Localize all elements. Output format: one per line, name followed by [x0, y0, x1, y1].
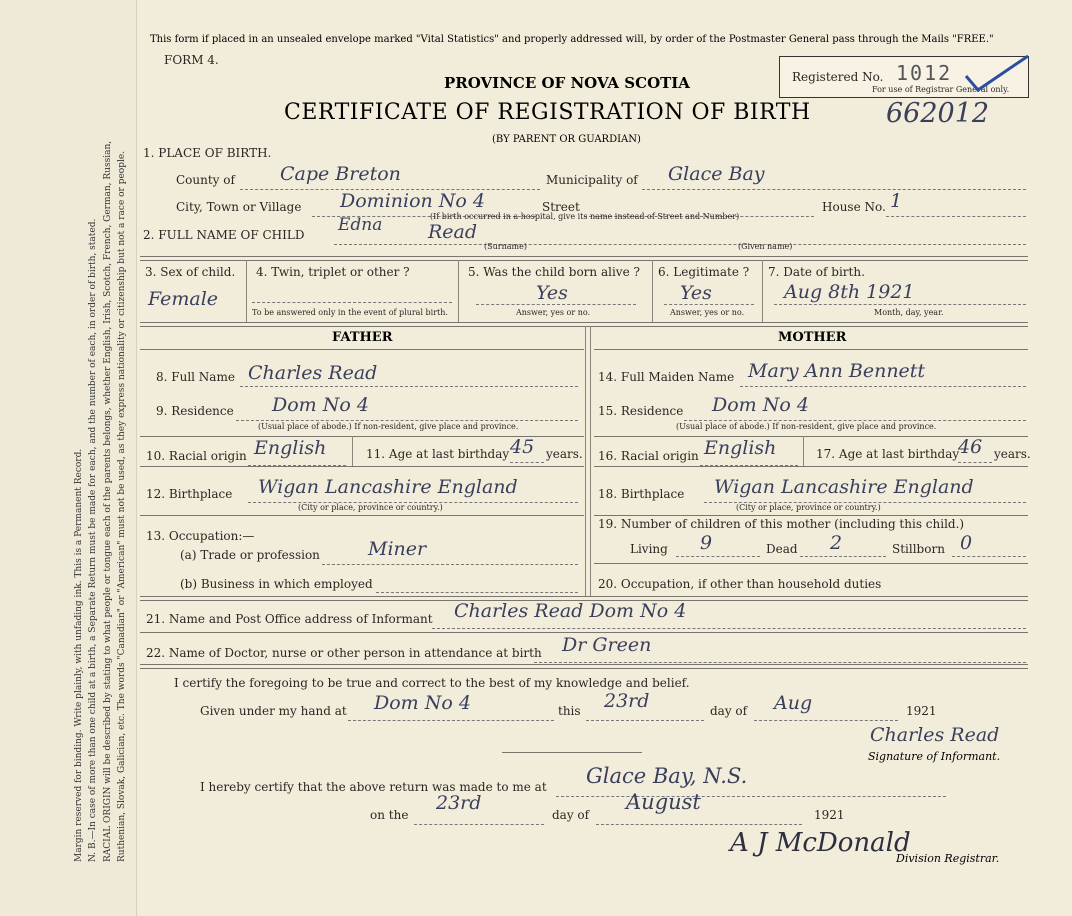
twin-label: 4. Twin, triplet or other ?: [256, 265, 410, 279]
father-race-label: 10. Racial origin: [146, 449, 247, 463]
mother-age-field: [958, 436, 992, 463]
children-count-label: 19. Number of children of this mother (including this child.): [598, 517, 965, 531]
mother-birthplace-label: 18. Birthplace: [598, 487, 685, 501]
father-race-value: English: [254, 437, 327, 459]
sex-label: 3. Sex of child.: [145, 265, 236, 279]
father-business-field: [376, 574, 578, 593]
side-note-2: N. B.—In case of more than one child at a birth, a Separate Return must be made for each, and the number of each, in order of birth, stated.: [88, 218, 98, 862]
mother-age-label: 17. Age at last birthday: [816, 447, 960, 461]
certify-statement: I certify the foregoing to be true and correct to the best of my knowledge and belief.: [174, 676, 690, 690]
registrar-onthe-label: on the: [370, 808, 409, 822]
given-at-field: [348, 692, 554, 721]
divider: [140, 349, 584, 350]
registrar-place-value: Glace Bay, N.S.: [586, 764, 748, 788]
doctor-label: 22. Name of Doctor, nurse or other person in attendance at birth: [146, 646, 542, 660]
father-trade-label: (a) Trade or profession: [180, 548, 320, 562]
certify-year: 1921: [906, 704, 937, 718]
dead-label: Dead: [766, 542, 798, 556]
mother-name-label: 14. Full Maiden Name: [598, 370, 735, 384]
registrar-signature-label: Division Registrar.: [896, 852, 1000, 865]
divider: [140, 664, 1028, 669]
father-residence-note: (Usual place of abode.) If non-resident, give place and province.: [258, 422, 519, 431]
divider: [140, 515, 584, 516]
born-alive-note: Answer, yes or no.: [516, 308, 591, 317]
father-trade-value: Miner: [368, 538, 427, 560]
county-value: Cape Breton: [280, 163, 401, 185]
informant-signature: Charles Read: [870, 724, 1000, 746]
certify-month-value: Aug: [774, 692, 813, 714]
sex-value: Female: [148, 288, 219, 310]
registrar-month-value: August: [626, 790, 701, 814]
divider: [246, 260, 247, 322]
divider: [140, 256, 1028, 261]
divider: [140, 632, 1028, 633]
father-heading: FATHER: [332, 330, 393, 345]
mail-notice: This form if placed in an unsealed envelope marked "Vital Statistics" and properly addressed will, by order of the Postmaster General pass through the Mails "FREE.": [150, 34, 994, 45]
father-age-value: 45: [510, 436, 535, 458]
given-under-label: Given under my hand at: [200, 704, 347, 718]
side-note-4: Ruthenian, Slovak, Galician, etc. The words "Canadian" or "American" must not be used, as they express nationality or citizenship but not a race or people.: [117, 150, 127, 862]
street-label: Street: [542, 200, 580, 214]
stillborn-field: [952, 532, 1026, 557]
father-birthplace-note: (City or place, province or country.): [298, 503, 443, 512]
divider: [502, 752, 642, 753]
binding-margin: [0, 0, 137, 916]
mother-residence-value: Dom No 4: [712, 394, 809, 416]
divider: [594, 563, 1028, 564]
certify-day-value: 23rd: [604, 690, 650, 712]
mother-residence-field: [684, 394, 1026, 421]
street-note: (If birth occurred in a hospital, give its name instead of Street and Number): [430, 212, 740, 221]
given-at-value: Dom No 4: [374, 692, 471, 714]
registrar-signature: A J McDonald: [730, 828, 911, 858]
registrar-year: 1921: [814, 808, 845, 822]
mother-age-value: 46: [958, 436, 983, 458]
father-race-field: [248, 437, 346, 466]
certify-day-field: [586, 690, 704, 721]
stillborn-value: 0: [960, 532, 973, 554]
informant-label: 21. Name and Post Office address of Informant: [146, 612, 433, 626]
mother-name-value: Mary Ann Bennett: [748, 360, 926, 382]
mother-years-label: years.: [994, 447, 1031, 461]
father-name-label: 8. Full Name: [156, 370, 235, 384]
divider: [590, 326, 591, 596]
legitimate-label: 6. Legitimate ?: [658, 265, 750, 279]
dob-value: Aug 8th 1921: [784, 281, 915, 303]
divider: [762, 260, 763, 322]
county-field: [240, 163, 540, 190]
father-name-value: Charles Read: [248, 362, 378, 384]
registrar-statement: I hereby certify that the above return was made to me at: [200, 780, 547, 794]
child-surname-value: Read: [428, 221, 478, 243]
province-heading: PROVINCE OF NOVA SCOTIA: [444, 74, 690, 92]
divider: [458, 260, 459, 322]
side-note-3: RACIAL ORIGIN will be described by stating to what people or tongue each of the parents belongs, whether English, Irish, Scotch, French, German, Russian,: [103, 140, 113, 862]
twin-field: [252, 285, 452, 303]
registrar-place-field: [556, 764, 946, 797]
mother-birthplace-value: Wigan Lancashire England: [714, 476, 974, 498]
place-of-birth-heading: 1. PLACE OF BIRTH.: [143, 146, 272, 160]
house-value: 1: [890, 190, 903, 212]
mother-residence-note: (Usual place of abode.) If non-resident, give place and province.: [676, 422, 937, 431]
surname-label: (Surname): [484, 242, 527, 251]
father-business-label: (b) Business in which employed: [180, 577, 373, 591]
city-value: Dominion No 4: [340, 190, 485, 212]
divider: [140, 322, 1028, 327]
legitimate-field: [664, 284, 754, 305]
page-subtitle: (BY PARENT OR GUARDIAN): [492, 134, 641, 145]
divider: [594, 349, 1028, 350]
father-years-label: years.: [546, 447, 583, 461]
divider: [803, 436, 804, 466]
mother-occupation-label: 20. Occupation, if other than household duties: [598, 577, 882, 591]
legitimate-value: Yes: [680, 282, 712, 304]
page-title: CERTIFICATE OF REGISTRATION OF BIRTH: [284, 100, 811, 125]
form-number: FORM 4.: [164, 53, 219, 67]
house-field: [886, 190, 1026, 217]
father-name-field: [240, 362, 578, 387]
born-alive-label: 5. Was the child born alive ?: [468, 265, 640, 279]
father-birthplace-label: 12. Birthplace: [146, 487, 233, 501]
informant-value: Charles Read Dom No 4: [454, 600, 687, 622]
registrar-day-field: [414, 792, 544, 825]
municipality-label: Municipality of: [546, 173, 638, 187]
doctor-value: Dr Green: [562, 634, 652, 656]
divider: [652, 260, 653, 322]
handwritten-number: 662012: [886, 98, 990, 129]
mother-birthplace-note: (City or place, province or country.): [736, 503, 881, 512]
father-birthplace-field: [248, 476, 578, 503]
divider: [352, 436, 353, 466]
county-label: County of: [176, 173, 235, 187]
born-alive-value: Yes: [536, 282, 568, 304]
father-age-label: 11. Age at last birthday: [366, 447, 510, 461]
living-value: 9: [700, 532, 713, 554]
given-name-label: (Given name): [738, 242, 793, 251]
doctor-field: [534, 634, 1026, 663]
dob-note: Month, day, year.: [874, 308, 944, 317]
child-name-label: 2. FULL NAME OF CHILD: [143, 228, 305, 242]
twin-note: To be answered only in the event of plural birth.: [252, 308, 448, 317]
divider: [594, 466, 1028, 467]
dob-label: 7. Date of birth.: [768, 265, 865, 279]
certify-dayof-label: day of: [710, 704, 748, 718]
informant-signature-label: Signature of Informant.: [868, 750, 1001, 763]
registrar-day-value: 23rd: [436, 792, 482, 814]
house-label: House No.: [822, 200, 886, 214]
father-age-field: [510, 436, 544, 463]
checkmark-icon: [960, 52, 1032, 96]
dead-field: [800, 532, 886, 557]
mother-residence-label: 15. Residence: [598, 404, 684, 418]
divider: [585, 326, 586, 596]
living-label: Living: [630, 542, 668, 556]
divider: [140, 466, 584, 467]
side-note-1: Margin reserved for binding. Write plainly, with unfading ink. This is a Permanent Record.: [74, 448, 84, 862]
father-occupation-label: 13. Occupation:—: [146, 529, 255, 543]
informant-field: [432, 600, 1026, 629]
mother-race-label: 16. Racial origin: [598, 449, 699, 463]
registrar-dayof-label: day of: [552, 808, 590, 822]
legitimate-note: Answer, yes or no.: [670, 308, 745, 317]
certify-month-field: [754, 692, 898, 721]
registered-label: Registered No.: [792, 70, 884, 84]
born-alive-field: [476, 284, 636, 305]
dead-value: 2: [830, 532, 843, 554]
mother-name-field: [740, 360, 1026, 387]
father-trade-field: [322, 538, 578, 565]
stillborn-label: Stillborn: [892, 542, 945, 556]
mother-race-field: [700, 437, 798, 466]
child-given-value: Edna: [338, 215, 383, 235]
mother-heading: MOTHER: [778, 330, 847, 345]
registered-note: For use of Registrar General only.: [872, 85, 1010, 94]
father-residence-label: 9. Residence: [156, 404, 234, 418]
divider: [594, 515, 1028, 516]
registered-number: 1012: [896, 61, 953, 85]
mother-birthplace-field: [704, 476, 1026, 503]
this-label: this: [558, 704, 581, 718]
father-residence-value: Dom No 4: [272, 394, 369, 416]
living-field: [676, 532, 760, 557]
registrar-month-field: [596, 790, 802, 825]
municipality-value: Glace Bay: [668, 163, 765, 185]
mother-race-value: English: [704, 437, 777, 459]
municipality-field: [642, 163, 1026, 190]
city-label: City, Town or Village: [176, 200, 302, 214]
father-residence-field: [236, 394, 578, 421]
father-birthplace-value: Wigan Lancashire England: [258, 476, 518, 498]
dob-field: [774, 281, 1026, 305]
